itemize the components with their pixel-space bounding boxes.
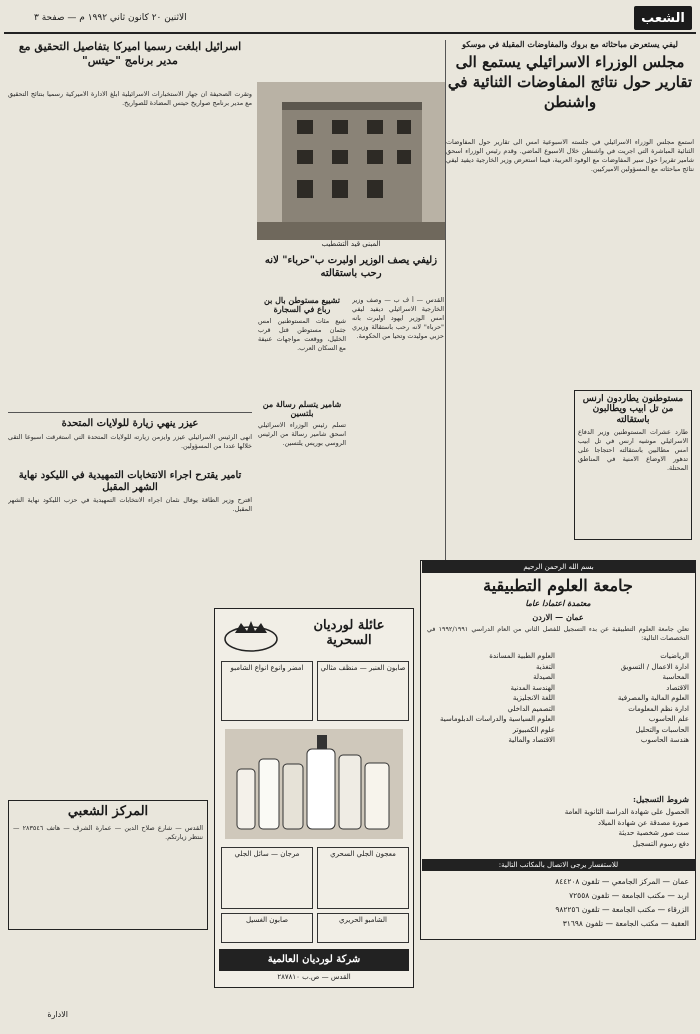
products-photo: [225, 729, 403, 839]
building-photo: [257, 82, 445, 240]
sub2-story: [8, 40, 252, 86]
building-illustration: [257, 82, 445, 240]
sub3-body: طارد عشرات المستوطنين وزير الدفاع الاسرائيلي موشيه ارنس في تل ابيب امس مطالبين باستقالته احتجاجا على تدهور الاوضاع الامنية في المناطق المحتلة.: [578, 428, 688, 473]
lead-body: استمع مجلس الوزراء الاسرائيلي في جلسته الاسبوعية امس الى تقارير حول المفاوضات الثنائية المباشرة التي اجريت في واشنطن خلال الاسبوع الماضي. وقدم رئيس الوزراء اسحق شامير تقريرا حول سير المفاوضات مع الوفود العربية، فيما استعرض وزير الخارجية ديفيد ليفي نتائج مباحثاته مع المسؤولين الاميركيين.: [446, 138, 694, 173]
sub1-story: [258, 254, 444, 294]
sub6-body: اقترح وزير الطاقة يوفال نئمان اجراء الانتخابات التمهيدية في حزب الليكود نهاية الشهر المقبل.: [8, 496, 252, 513]
page-folio: الاثنين ٢٠ كانون ثاني ١٩٩٢ م — صفحة ٣: [34, 13, 187, 23]
program-item: اللغة الانجليزية: [512, 694, 555, 702]
lead-kicker: ليفي يستعرض مباحثاته مع بروك والمفاوضات المقبلة في موسكو: [462, 40, 678, 49]
contacts-title: للاستفسار يرجى الاتصال بالمكاتب التالية:: [422, 859, 695, 871]
sub4-body: شيع مئات المستوطنين امس جثمان مستوطن قتل قرب الخليل، ووقعت مواجهات عنيفة مع السكان العرب.: [258, 317, 346, 353]
program-item: العلوم الطبية المساندة: [489, 652, 555, 660]
notice-box: [8, 800, 208, 930]
sub1-headline: زليفي يصف الوزير اولبرت ب"حرباء" لانه رحب باستقالته: [264, 255, 438, 279]
sub3-headline: مستوطنون يطاردون ارنس من تل ابيب ويطالبون باستقالته: [582, 394, 684, 425]
program-item: علم الحاسوب: [648, 715, 689, 723]
condition-item: ست صور شخصية حديثة: [618, 829, 689, 837]
program-item: الرياضيات: [660, 652, 689, 660]
university-subtitle: معتمدة اعتمادا عاما: [525, 598, 591, 608]
lead-headline: مجلس الوزراء الاسرائيلي يستمع الى تقارير حول نتائج المفاوضات الثنائية في واشنطن: [447, 53, 693, 112]
program-item: ادارة نظم المعلومات: [628, 704, 689, 713]
sub7-body: تسلم رئيس الوزراء الاسرائيلي اسحق شامير رسالة من الرئيس الروسي بوريس يلتسين.: [258, 421, 346, 448]
university-programs: [427, 651, 689, 791]
product-cell: الشامبو الحريري: [317, 913, 409, 943]
university-city: عمان — الاردن: [532, 612, 584, 622]
brand-strip: شركة لورديان العالمية: [219, 949, 409, 971]
program-item: التغذية: [536, 662, 555, 671]
column-rule: [445, 40, 446, 560]
sub4-story: [258, 296, 346, 396]
sub5-headline: عيزر ينهي زيارة للولايات المتحدة: [61, 418, 199, 429]
conditions-title: شروط التسجيل:: [633, 794, 689, 804]
program-item: هندسة الحاسوب: [640, 736, 689, 744]
university-intro: تعلن جامعة العلوم التطبيقية عن بدء التسجيل للفصل الثاني من العام الدراسي ١٩٩٢/١٩٩١ في التخصصات التالية:: [427, 625, 689, 642]
contact-item: اربد — مكتب الجامعة — تلفون ٧٢٥٥٨: [569, 891, 689, 900]
university-ad: [420, 560, 696, 940]
sub7-headline: شامير يتسلم رسالة من بلتسين: [262, 400, 342, 419]
contact-item: الزرقاء — مكتب الجامعة — تلفون ٩٨٢٢٥٦: [555, 905, 689, 914]
sub6-story: [8, 470, 252, 550]
page-footer: الادارة: [47, 1010, 68, 1019]
contacts-list: [427, 875, 689, 935]
program-item: علوم الكمبيوتر: [512, 725, 555, 734]
market-ad: [214, 608, 414, 988]
crown-logo-icon: [221, 617, 281, 653]
program-item: الاقتصاد والمالية: [508, 736, 555, 744]
sub5-body: انهى الرئيس الاسرائيلي عيزر وايزمن زيارته للولايات المتحدة التي استغرقت اسبوعا التقى خلالها عددا من المسؤولين.: [8, 432, 252, 450]
photo-caption: المبنى قيد التشطيب: [321, 240, 381, 248]
bottles-illustration: [225, 729, 403, 839]
conditions-list: [427, 807, 689, 853]
condition-item: دفع رسوم التسجيل: [632, 839, 689, 848]
program-item: ادارة الاعمال / التسويق: [620, 662, 689, 671]
notice-title: المركز الشعبي: [67, 804, 149, 819]
newspaper-logo: الشعب: [634, 6, 692, 30]
program-item: الهندسة المدنية: [510, 683, 555, 692]
product-cell: صابون الغسيل: [221, 913, 313, 943]
program-item: العلوم المالية والمصرفية: [617, 694, 689, 702]
sub6-headline: تامير يقترح اجراء الانتخابات التمهيدية في الليكود نهاية الشهر المقبل: [18, 470, 242, 493]
contact-item: عمان — المركز الجامعي — تلفون ٨٤٤٢٠٨: [555, 877, 689, 886]
sub1-body: القدس — أ ف ب — وصف وزير الخارجية الاسرائيلي ديفيد ليفي امس الوزير ايهود اولبرت بانه "حرباء" لانه رحب باستقالة وزيري حزبي موليدت وتحيا من الحكومة.: [352, 296, 444, 340]
contact-item: العقبة — مكتب الجامعة — تلفون ٣١٦٩٨: [562, 919, 689, 928]
program-item: الحاسبات والتحليل: [635, 725, 689, 734]
masthead: [4, 4, 696, 34]
program-item: الصيدلة: [533, 673, 555, 681]
university-title: جامعة العلوم التطبيقية: [483, 576, 633, 595]
notice-body: القدس — شارع صلاح الدين — عمارة الشرف — هاتف ٢٨٣٥٤٦ — ننتظر زيارتكم.: [13, 823, 203, 841]
product-cell: مرجان — سائل الجلي: [221, 847, 313, 909]
sub2-headline: اسرائيل ابلغت رسميا اميركا بتفاصيل التحقيق مع مدير برنامج "حيتس": [18, 40, 242, 67]
sub7-story: [258, 400, 346, 500]
program-item: الاقتصاد: [666, 683, 689, 692]
program-item: العلوم السياسية والدراسات الدبلوماسية: [440, 715, 555, 723]
condition-item: صورة مصدقة عن شهادة الميلاد: [597, 818, 689, 827]
program-item: المحاسبة: [662, 673, 689, 681]
market-header: عائلة لورديان السحرية: [313, 618, 385, 648]
product-cell: امضر وانوع انواع الشامبو: [221, 661, 313, 721]
university-band: بسم الله الرحمن الرحيم: [422, 561, 695, 573]
sub2-body: وتقرت الصحيفة ان جهاز الاستخبارات الاسرائيلية ابلغ الادارة الاميركية رسميا بنتائج التحقيق مع مدير برنامج صواريخ حيتس المضادة للصواريخ.: [8, 90, 252, 107]
sub5-story: [8, 418, 252, 458]
sub4-headline: تشييع مستوطن بال بن رباع في السجارة: [263, 296, 341, 315]
product-cell: معجون الجلي السحري: [317, 847, 409, 909]
news-box-ernst: [574, 390, 692, 540]
product-cell: صابون العنبر — منظف مثالي: [317, 661, 409, 721]
condition-item: الحصول على شهادة الدراسة الثانوية العامة: [564, 808, 689, 816]
market-footer: القدس — ص.ب ٢٨٧٨١٠: [277, 973, 351, 981]
program-item: التصميم الداخلي: [507, 704, 555, 713]
section-rule: [8, 412, 252, 413]
